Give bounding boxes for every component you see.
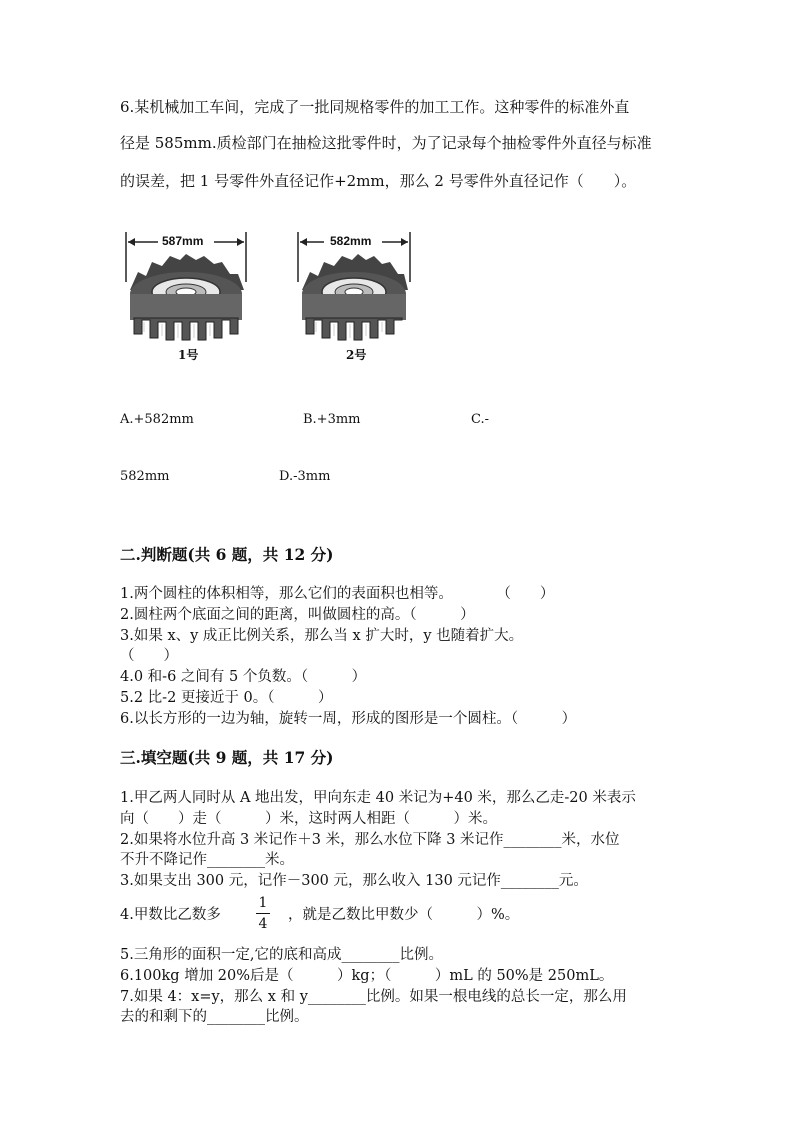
fill-item-7-line-2: 去的和剩下的________比例。: [120, 1009, 309, 1025]
gear-1-dimension-label: 587mm: [162, 234, 204, 248]
fill-item-6: 6.100kg 增加 20%后是（ ）kg；（ ）mL 的 50%是 250mL。: [120, 968, 614, 984]
gear-2-caption: 2号: [346, 348, 367, 362]
option-d: D.-3mm: [279, 469, 331, 484]
option-a: A.+582mm: [120, 412, 194, 427]
fraction-denominator: 4: [258, 916, 268, 932]
option-c-part-2: 582mm: [120, 469, 170, 484]
section-2-heading: 二.判断题(共 6 题，共 12 分): [120, 545, 334, 564]
fraction-numerator: 1: [258, 895, 268, 911]
gear-figure-1: [118, 222, 258, 370]
judge-item-3-bracket: （ ）: [120, 648, 178, 664]
question-6-line-1: 6.某机械加工车间，完成了一批同规格零件的加工工作。这种零件的标准外直: [120, 98, 630, 116]
question-6-line-2: 径是 585mm.质检部门在抽检这批零件时，为了记录每个抽检零件外直径与标准: [120, 134, 652, 152]
fill-item-3: 3.如果支出 300 元，记作－300 元，那么收入 130 元记作________元。: [120, 873, 588, 889]
judge-item-2: 2.圆柱两个底面之间的距离，叫做圆柱的高。（ ）: [120, 607, 475, 623]
judge-item-5: 5.2 比-2 更接近于 0。（ ）: [120, 690, 333, 706]
fill-item-5: 5.三角形的面积一定,它的底和高成________比例。: [120, 947, 443, 963]
judge-item-4: 4.0 和-6 之间有 5 个负数。（ ）: [120, 669, 367, 685]
question-6-line-3: 的误差，把 1 号零件外直径记作+2mm，那么 2 号零件外直径记作（ ）。: [120, 172, 637, 190]
judge-item-3: 3.如果 x、y 成正比例关系，那么当 x 扩大时，y 也随着扩大。: [120, 628, 524, 644]
judge-item-1: 1.两个圆柱的体积相等，那么它们的表面积也相等。 （ ）: [120, 586, 555, 602]
gear-figure-2: [290, 222, 420, 370]
gear-2-dimension-label: 582mm: [330, 234, 372, 248]
section-3-heading: 三.填空题(共 9 题，共 17 分): [120, 748, 334, 767]
fill-item-1-line-2: 向（ ）走（ ）米，这时两人相距（ ）米。: [120, 811, 497, 827]
fill-item-2-line-2: 不升不降记作________米。: [120, 852, 294, 868]
judge-item-6: 6.以长方形的一边为轴，旋转一周，形成的图形是一个圆柱。（ ）: [120, 711, 577, 727]
option-c-part-1: C.-: [471, 412, 490, 427]
fraction-bar: [256, 913, 270, 914]
gear-1-caption: 1号: [178, 348, 199, 362]
option-b: B.+3mm: [303, 412, 361, 427]
fill-item-1-line-1: 1.甲乙两人同时从 A 地出发，甲向东走 40 米记为+40 米，那么乙走-20 米表示: [120, 790, 636, 806]
fraction-one-quarter: [256, 895, 270, 932]
fill-item-7-line-1: 7.如果 4：x=y，那么 x 和 y________比例。如果一根电线的总长一定，那么用: [120, 989, 627, 1005]
fill-item-4-part-2: ，就是乙数比甲数少（ ）%。: [288, 907, 520, 923]
fill-item-2-line-1: 2.如果将水位升高 3 米记作＋3 米，那么水位下降 3 米记作________米，水位: [120, 832, 620, 848]
fill-item-4-part-1: 4.甲数比乙数多: [120, 907, 221, 923]
